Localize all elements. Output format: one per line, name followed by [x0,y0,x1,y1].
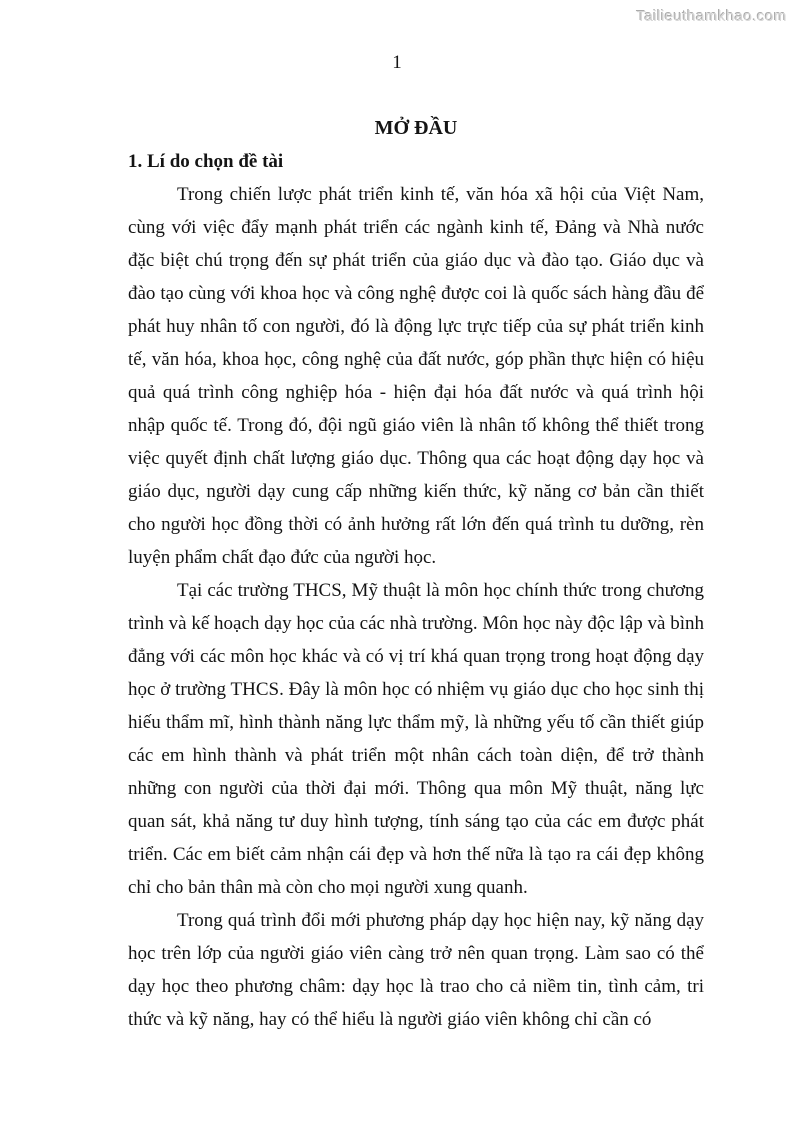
watermark-text: Tailieuthamkhao.com [636,8,787,25]
paragraph: Tại các trường THCS, Mỹ thuật là môn học chính thức trong chương trình và kế hoạch dạy học của các nhà trường. Môn học này độc lập và bình đẳng với các môn học khác và có vị trí khá quan trọng trong hoạt động dạy học ở trường THCS. Đây là môn học có nhiệm vụ giáo dục cho học sinh thị hiếu thẩm mĩ, hình thành năng lực thẩm mỹ, là những yếu tố cần thiết giúp các em hình thành và phát triển một nhân cách toàn diện, để trở thành những con người của thời đại mới. Thông qua môn Mỹ thuật, năng lực quan sát, khả năng tư duy hình tượng, tính sáng tạo của các em được phát triển. Các em biết cảm nhận cái đẹp và hơn thế nữa là tạo ra cái đẹp không chỉ cho bản thân mà còn cho mọi người xung quanh. [128,580,704,898]
section-heading: 1. Lí do chọn đề tài [128,151,284,172]
body-text [128,178,704,1036]
paragraph: Trong chiến lược phát triển kinh tế, văn hóa xã hội của Việt Nam, cùng với việc đẩy mạnh phát triển các ngành kinh tế, Đảng và Nhà nước đặc biệt chú trọng đến sự phát triển của giáo dục và đào tạo. Giáo dục và đào tạo cùng với khoa học và công nghệ được coi là quốc sách hàng đầu để phát huy nhân tố con người, đó là động lực trực tiếp của sự phát triển kinh tế, văn hóa, khoa học, công nghệ của đất nước, góp phần thực hiện có hiệu quả quá trình công nghiệp hóa - hiện đại hóa đất nước và quá trình hội nhập quốc tế. Trong đó, đội ngũ giáo viên là nhân tố không thể thiết trong việc quyết định chất lượng giáo dục. Thông qua các hoạt động dạy học và giáo dục, người dạy cung cấp những kiến thức, kỹ năng cơ bản cần thiết cho người học đồng thời có ảnh hưởng rất lớn đến quá trình tu dưỡng, rèn luyện phẩm chất đạo đức của người học. [128,184,704,568]
document-title: MỞ ĐẦU [374,117,458,139]
document-content [128,112,704,1036]
page-number: 1 [392,52,402,73]
paragraph: Trong quá trình đổi mới phương pháp dạy học hiện nay, kỹ năng dạy học trên lớp của người giáo viên càng trở nên quan trọng. Làm sao có thể dạy học theo phương châm: dạy học là trao cho cả niềm tin, tình cảm, tri thức và kỹ năng, hay có thể hiểu là người giáo viên không chỉ cần có [128,910,704,1030]
